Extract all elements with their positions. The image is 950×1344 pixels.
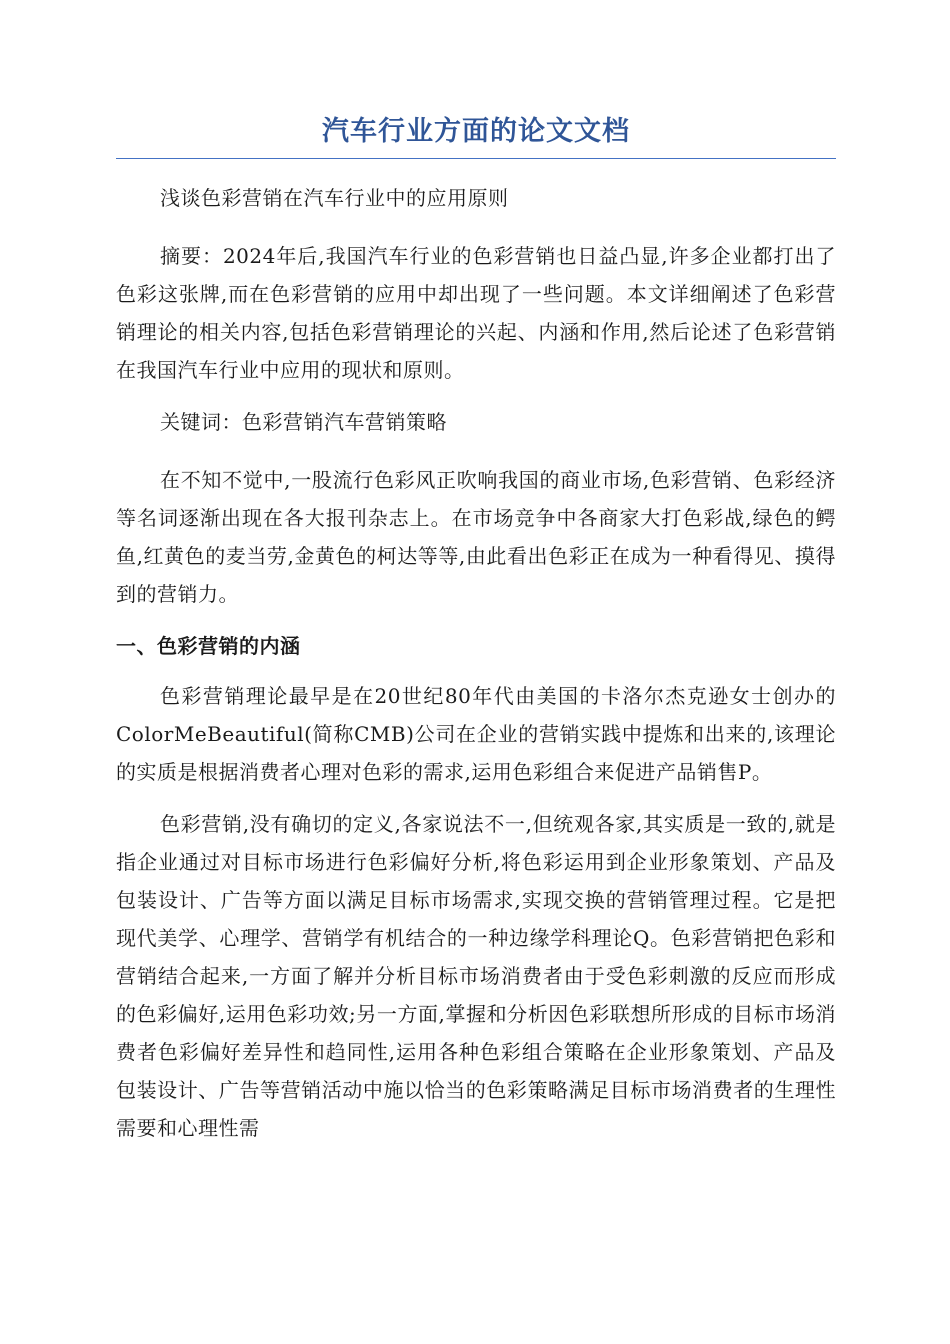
document-title: 汽车行业方面的论文文档: [322, 116, 630, 147]
intro-paragraph: 在不知不觉中,一股流行色彩风正吹响我国的商业市场,色彩营销、色彩经济等名词逐渐出现在各大报刊杂志上。在市场竞争中各商家大打色彩战,绿色的鳄鱼,红黄色的麦当劳,金黄色的柯达等等,由此看出色彩正在成为一种看得见、摸得到的营销力。: [116, 468, 836, 606]
abstract-paragraph: 摘要：2024年后,我国汽车行业的色彩营销也日益凸显,许多企业都打出了色彩这张牌,而在色彩营销的应用中却出现了一些问题。本文详细阐述了色彩营销理论的相关内容,包括色彩营销理论的兴起、内涵和作用,然后论述了色彩营销在我国汽车行业中应用的现状和原则。: [116, 244, 836, 382]
document-page: [116, 112, 836, 1161]
paper-subtitle: 浅谈色彩营销在汽车行业中的应用原则: [160, 186, 509, 210]
body-paragraph-2: 色彩营销,没有确切的定义,各家说法不一,但统观各家,其实质是一致的,就是指企业通过对目标市场进行色彩偏好分析,将色彩运用到企业形象策划、产品及包装设计、广告等方面以满足目标市场需求,实现交换的营销管理过程。它是把现代美学、心理学、营销学有机结合的一种边缘学科理论Q。色彩营销把色彩和营销结合起来,一方面了解并分析目标市场消费者由于受色彩刺激的反应而形成的色彩偏好,运用色彩功效;另一方面,掌握和分析因色彩联想所形成的目标市场消费者色彩偏好差异性和趋同性,运用各种色彩组合策略在企业形象策划、产品及包装设计、广告等营销活动中施以恰当的色彩策略满足目标市场消费者的生理性需要和心理性需: [116, 812, 836, 1140]
title-underline: [116, 158, 836, 159]
section-heading: 一、色彩营销的内涵: [116, 634, 301, 658]
body-paragraph-1: 色彩营销理论最早是在20世纪80年代由美国的卡洛尔杰克逊女士创办的ColorMeBeautiful(简称CMB)公司在企业的营销实践中提炼和出来的,该理论的实质是根据消费者心理对色彩的需求,运用色彩组合来促进产品销售P。: [116, 684, 836, 784]
keywords-paragraph: 关键词：色彩营销汽车营销策略: [160, 410, 447, 434]
